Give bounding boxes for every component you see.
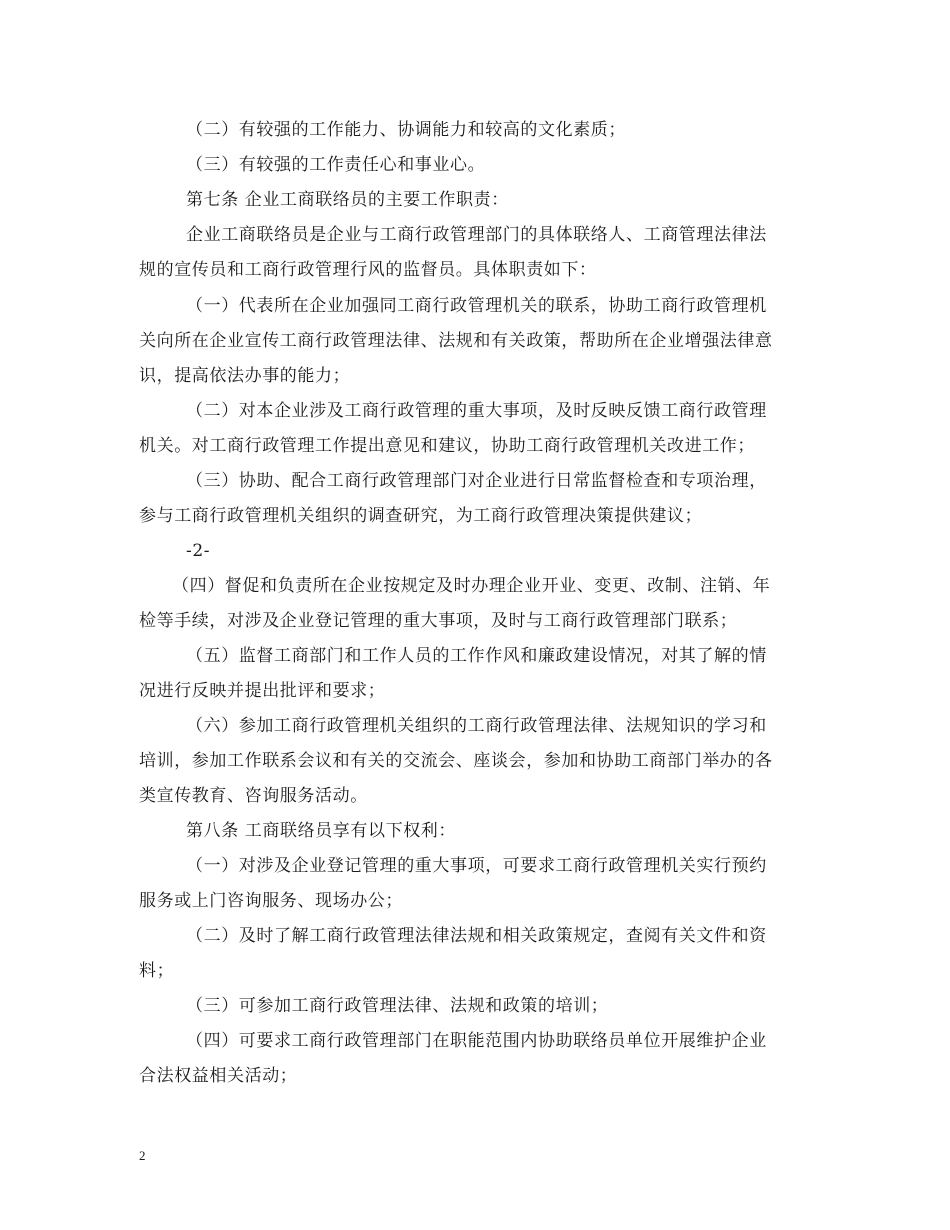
text-line: （一）对涉及企业登记管理的重大事项，可要求工商行政管理机关实行预约 — [186, 856, 767, 876]
inline-page-marker: -2- — [186, 541, 211, 561]
page-number: 2 — [139, 1148, 146, 1163]
text-line: 企业工商联络员是企业与工商行政管理部门的具体联络人、工商管理法律法 — [186, 225, 767, 245]
text-line: （三）可参加工商行政管理法律、法规和政策的培训； — [186, 996, 609, 1016]
text-line: 合法权益相关活动； — [139, 1066, 298, 1086]
text-line: 机关。对工商行政管理工作提出意见和建议，协助工商行政管理机关改进工作； — [139, 436, 755, 456]
text-line: 料； — [139, 961, 175, 981]
article-heading: 第七条 企业工商联络员的主要工作职责： — [186, 190, 509, 210]
text-line: 类宣传教育、咨询服务活动。 — [139, 786, 368, 806]
text-line: 识，提高依法办事的能力； — [139, 366, 351, 386]
text-line: （三）协助、配合工商行政管理部门对企业进行日常监督检查和专项治理， — [186, 471, 767, 491]
text-line: （五）监督工商部门和工作人员的工作作风和廉政建设情况，对其了解的情 — [186, 646, 767, 666]
text-line: 检等手续，对涉及企业登记管理的重大事项，及时与工商行政管理部门联系； — [139, 611, 738, 631]
text-line: 服务或上门咨询服务、现场办公； — [139, 891, 403, 911]
text-line: （二）对本企业涉及工商行政管理的重大事项，及时反映反馈工商行政管理 — [186, 401, 767, 421]
text-line: 参与工商行政管理机关组织的调查研究，为工商行政管理决策提供建议； — [139, 506, 703, 526]
text-line: （四）可要求工商行政管理部门在职能范围内协助联络员单位开展维护企业 — [186, 1031, 767, 1051]
text-line: （六）参加工商行政管理机关组织的工商行政管理法律、法规知识的学习和 — [186, 716, 767, 736]
text-line: 关向所在企业宣传工商行政管理法律、法规和有关政策，帮助所在企业增强法律意 — [139, 331, 773, 351]
text-line: 况进行反映并提出批评和要求； — [139, 681, 386, 701]
text-line: 规的宣传员和工商行政管理行风的监督员。具体职责如下： — [139, 260, 597, 280]
article-heading: 第八条 工商联络员享有以下权利： — [186, 821, 457, 841]
text-line: （一）代表所在企业加强同工商行政管理机关的联系，协助工商行政管理机 — [186, 296, 767, 316]
text-line: （三）有较强的工作责任心和事业心。 — [186, 155, 486, 175]
text-line: （四）督促和负责所在企业按规定及时办理企业开业、变更、改制、注销、年 — [172, 576, 771, 596]
text-line: 培训，参加工作联系会议和有关的交流会、座谈会，参加和协助工商部门举办的各 — [139, 751, 773, 771]
text-line: （二）及时了解工商行政管理法律法规和相关政策规定，查阅有关文件和资 — [186, 926, 767, 946]
text-line: （二）有较强的工作能力、协调能力和较高的文化素质； — [186, 120, 626, 140]
